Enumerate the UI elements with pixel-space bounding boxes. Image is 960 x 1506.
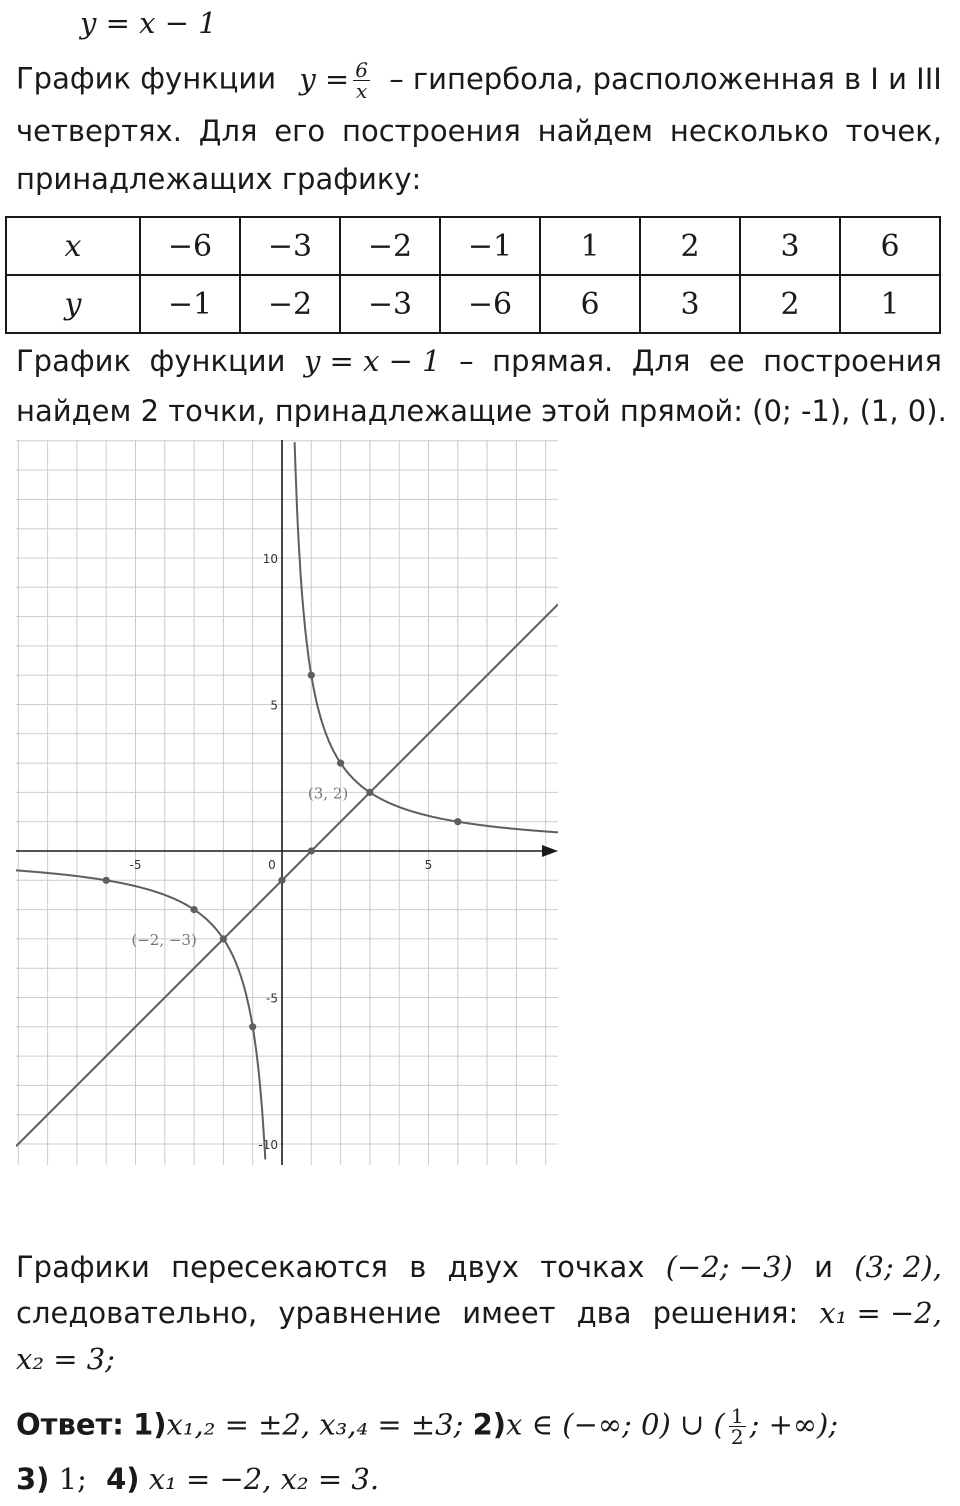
answer-line2 <box>16 1462 942 1496</box>
answer-3: 1; <box>58 1462 87 1496</box>
answer-label: Ответ: <box>16 1407 124 1442</box>
p3l1-word: в <box>409 1250 427 1284</box>
answer-2-num: 1 <box>730 1404 744 1428</box>
p1l2-word: построения <box>341 114 521 148</box>
para3-line3: x₂ = 3; <box>16 1342 115 1376</box>
y-tick-label: -5 <box>266 991 278 1006</box>
p1l2-word: точек, <box>845 114 942 148</box>
table-row-y <box>6 275 940 333</box>
p2l1-word: Для <box>631 344 691 378</box>
answer-line1 <box>16 1406 942 1447</box>
table-cell-y: −6 <box>440 275 540 333</box>
y-tick-label: 10 <box>262 552 278 566</box>
hyperbola-point <box>249 1023 256 1030</box>
answer-n1: 1) <box>133 1407 167 1442</box>
intersection-label: (3, 2) <box>307 784 349 803</box>
intersection-label: (−2, −3) <box>131 930 197 949</box>
x-axis-arrow <box>542 845 558 857</box>
p1l2-word: четвертях. <box>16 114 182 148</box>
p1l2-word: Для <box>198 114 258 148</box>
p3l1-word: двух <box>447 1250 520 1284</box>
p3l1-word: и <box>814 1250 833 1284</box>
p3l2-word: следовательно, <box>16 1296 258 1330</box>
paragraph-hyperbola <box>16 60 942 101</box>
p3l2-word: x₁ = −2, <box>819 1296 942 1330</box>
line-point <box>308 847 315 854</box>
hyperbola-point <box>337 760 344 767</box>
para1-fn-lhs: y = <box>299 61 350 96</box>
p1l2-word: найдем <box>537 114 653 148</box>
frac-denominator: x <box>355 79 368 103</box>
top-equation: y = x − 1 <box>80 6 217 40</box>
hyperbola-point <box>366 789 373 796</box>
p3l1-word: пересекаются <box>171 1250 388 1284</box>
table-cell-x: 6 <box>840 217 940 275</box>
p3l1-word: Графики <box>16 1250 150 1284</box>
table-cell-x: 2 <box>640 217 740 275</box>
p2l1-word: прямая. <box>492 344 614 378</box>
answer-2-fraction <box>729 1406 746 1447</box>
para1-line3: принадлежащих графику: <box>16 162 422 196</box>
table-y-label: y <box>6 275 140 333</box>
x-tick-label: 0 <box>268 858 276 872</box>
x-tick-label: -5 <box>129 858 142 872</box>
answer-2-pre: x ∈ (−∞; 0) ∪ ( <box>506 1407 725 1442</box>
x-tick-label: 5 <box>424 858 433 872</box>
p3l2-word: два <box>576 1296 632 1330</box>
table-x-label: x <box>6 217 140 275</box>
hyperbola-point <box>220 935 227 942</box>
p2l1-word: – <box>459 344 474 378</box>
hyperbola-point <box>191 906 198 913</box>
y-tick-label: 5 <box>270 698 278 713</box>
table-row-x <box>6 217 940 275</box>
table-cell-y: −3 <box>340 275 440 333</box>
table-cell-x: −2 <box>340 217 440 275</box>
p2l1-word: построения <box>763 344 942 378</box>
p3l2-word: решения: <box>652 1296 799 1330</box>
answer-1: x₁,₂ = ±2, x₃,₄ = ±3; <box>166 1407 464 1442</box>
table-cell-y: 2 <box>740 275 840 333</box>
para1-suffix: – гипербола, расположенная в I и III <box>389 61 942 96</box>
para2-line2: найдем 2 точки, принадлежащие этой прямой: (0; -1), (1, 0). <box>16 394 947 428</box>
p1l2-word: несколько <box>669 114 829 148</box>
answer-n3: 3) <box>16 1462 50 1496</box>
hyperbola-left-branch <box>16 870 265 1159</box>
values-table <box>5 216 941 334</box>
para3-line1 <box>16 1250 942 1284</box>
p3l1-word: (3; 2), <box>854 1250 942 1284</box>
hyperbola-point <box>454 818 461 825</box>
table-cell-x: 3 <box>740 217 840 275</box>
frac-numerator: 6 <box>355 58 368 82</box>
p3l1-word: (−2; −3) <box>665 1250 793 1284</box>
p3l1-word: точках <box>540 1250 645 1284</box>
answer-2-post: ; +∞); <box>749 1407 839 1442</box>
table-cell-x: −1 <box>440 217 540 275</box>
table-cell-y: 3 <box>640 275 740 333</box>
answer-2-den: 2 <box>730 1425 744 1449</box>
table-cell-y: −2 <box>240 275 340 333</box>
answer-n4: 4) <box>106 1462 140 1496</box>
p2l1-word: y = x − 1 <box>303 344 441 378</box>
para1-fraction <box>353 60 370 101</box>
p1l2-word: его <box>274 114 326 148</box>
table-cell-y: 1 <box>840 275 940 333</box>
p3l2-word: уравнение <box>278 1296 442 1330</box>
p3l2-word: имеет <box>462 1296 556 1330</box>
p2l1-word: функции <box>149 344 286 378</box>
table-cell-y: −1 <box>140 275 240 333</box>
answer-4: x₁ = −2, x₂ = 3. <box>148 1462 380 1496</box>
table-cell-x: 1 <box>540 217 640 275</box>
table-cell-x: −6 <box>140 217 240 275</box>
hyperbola-right-branch <box>295 442 558 832</box>
line-point <box>278 877 285 884</box>
hyperbola-point <box>308 672 315 679</box>
p2l1-word: ее <box>708 344 745 378</box>
para1-line2 <box>16 114 942 148</box>
answer-n2: 2) <box>472 1407 507 1442</box>
para3-line2 <box>16 1296 942 1330</box>
p2l1-word: График <box>16 344 132 378</box>
hyperbola-point <box>103 877 110 884</box>
function-graph <box>16 440 558 1165</box>
y-tick-label: -10 <box>258 1138 278 1152</box>
table-cell-y: 6 <box>540 275 640 333</box>
table-cell-x: −3 <box>240 217 340 275</box>
para1-prefix: График функции <box>16 61 277 96</box>
para2-line1 <box>16 344 942 378</box>
line-y-x-minus-1 <box>16 604 558 1146</box>
